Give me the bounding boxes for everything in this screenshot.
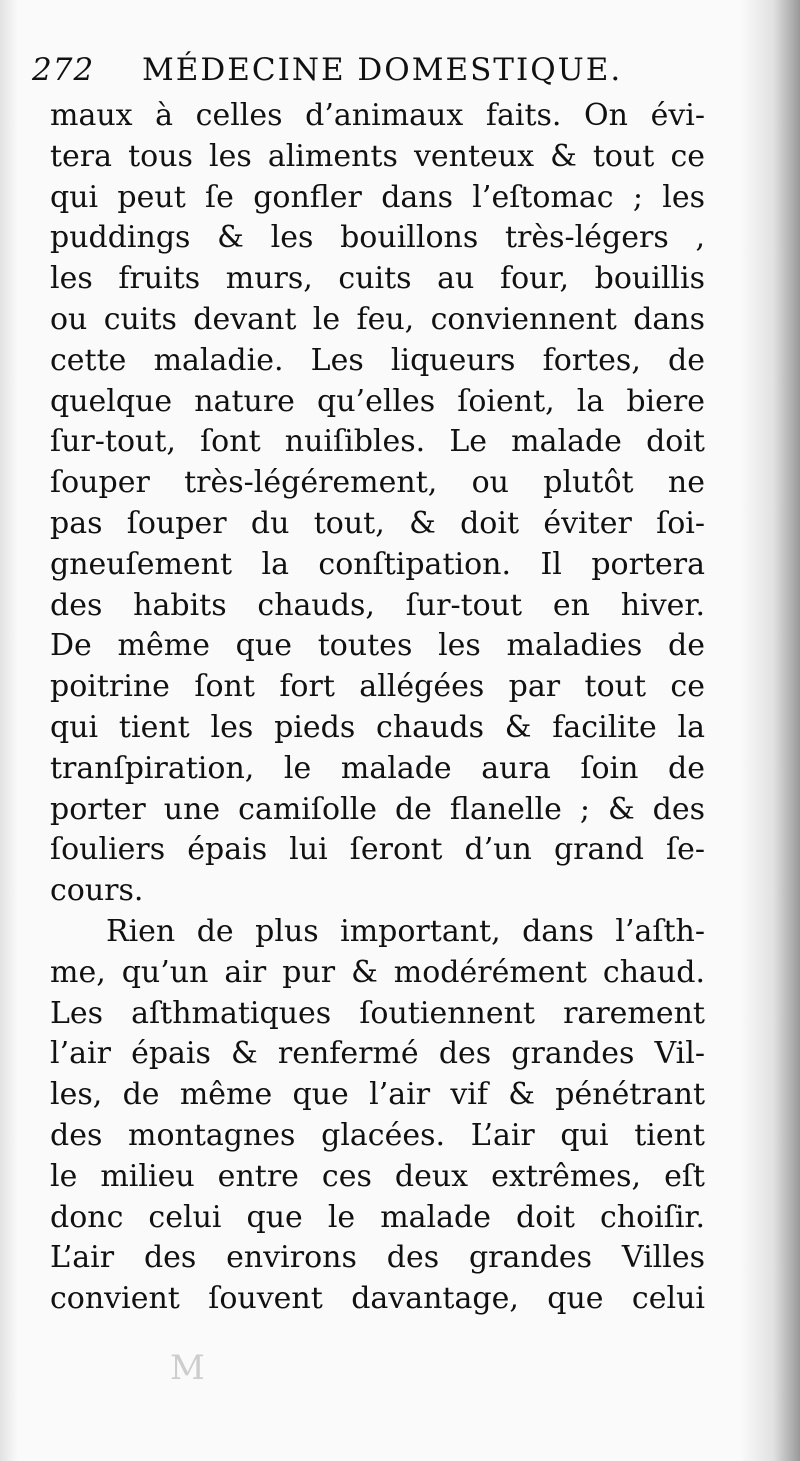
text-line: De même que toutes les maladies de bbox=[50, 628, 705, 664]
page-gutter-shadow bbox=[740, 0, 800, 1461]
page-left-edge bbox=[0, 0, 18, 1461]
text-line: le milieu entre ces deux extrêmes, eſt bbox=[50, 1158, 705, 1194]
text-line: quelque nature qu’elles ſoient, la biere bbox=[50, 383, 705, 419]
bleed-through-mark: M bbox=[170, 1348, 213, 1388]
text-line: Les aſthmatiques ſoutiennent rarement bbox=[50, 995, 705, 1031]
text-line: ſur-tout, ſont nuiſibles. Le malade doit bbox=[50, 424, 705, 460]
text-line: donc celui que le malade doit choiſir. bbox=[50, 1199, 705, 1235]
text-line: ſouper très-légérement, ou plutôt ne bbox=[50, 465, 705, 501]
text-line: cette maladie. Les liqueurs fortes, de bbox=[50, 342, 705, 378]
text-line: ſouliers épais lui ſeront d’un grand ſe- bbox=[50, 832, 705, 868]
text-line: ou cuits devant le feu, conviennent dans bbox=[50, 301, 705, 337]
text-line: porter une camiſolle de flanelle ; & des bbox=[50, 791, 705, 827]
page-header bbox=[32, 52, 732, 98]
text-line: les, de même que l’air vif & pénétrant bbox=[50, 1077, 705, 1113]
text-line: poitrine ſont fort allégées par tout ce bbox=[50, 669, 705, 705]
body-text bbox=[50, 96, 705, 1320]
text-line: gneuſement la conſtipation. Il portera bbox=[50, 546, 705, 582]
text-line: l’air épais & renfermé des grandes Vil- bbox=[50, 1036, 705, 1072]
text-line: qui tient les pieds chauds & facilite la bbox=[50, 709, 705, 745]
page-number: 272 bbox=[32, 52, 95, 88]
text-line: qui peut ſe gonfler dans l’eſtomac ; les bbox=[50, 179, 705, 215]
text-line: tera tous les aliments venteux & tout ce bbox=[50, 138, 705, 174]
running-title: MÉDECINE DOMESTIQUE. bbox=[142, 52, 623, 88]
text-line: L’air des environs des grandes Villes bbox=[50, 1240, 705, 1276]
text-line-paragraph-start: Rien de plus important, dans l’aſth- bbox=[106, 913, 705, 949]
text-line: des montagnes glacées. L’air qui tient bbox=[50, 1117, 705, 1153]
text-line: tranſpiration, le malade aura ſoin de bbox=[50, 750, 705, 786]
text-line: convient ſouvent davantage, que celui bbox=[50, 1281, 705, 1317]
text-line: me, qu’un air pur & modérément chaud. bbox=[50, 954, 705, 990]
text-line: les fruits murs, cuits au four, bouillis bbox=[50, 261, 705, 297]
text-line: des habits chauds, ſur-tout en hiver. bbox=[50, 587, 705, 623]
text-line: puddings & les bouillons très-légers , bbox=[50, 220, 705, 256]
text-line: pas ſouper du tout, & doit éviter ſoi- bbox=[50, 505, 705, 541]
text-line-paragraph-end: cours. bbox=[50, 873, 144, 909]
text-line: maux à celles d’animaux faits. On évi- bbox=[50, 98, 705, 133]
